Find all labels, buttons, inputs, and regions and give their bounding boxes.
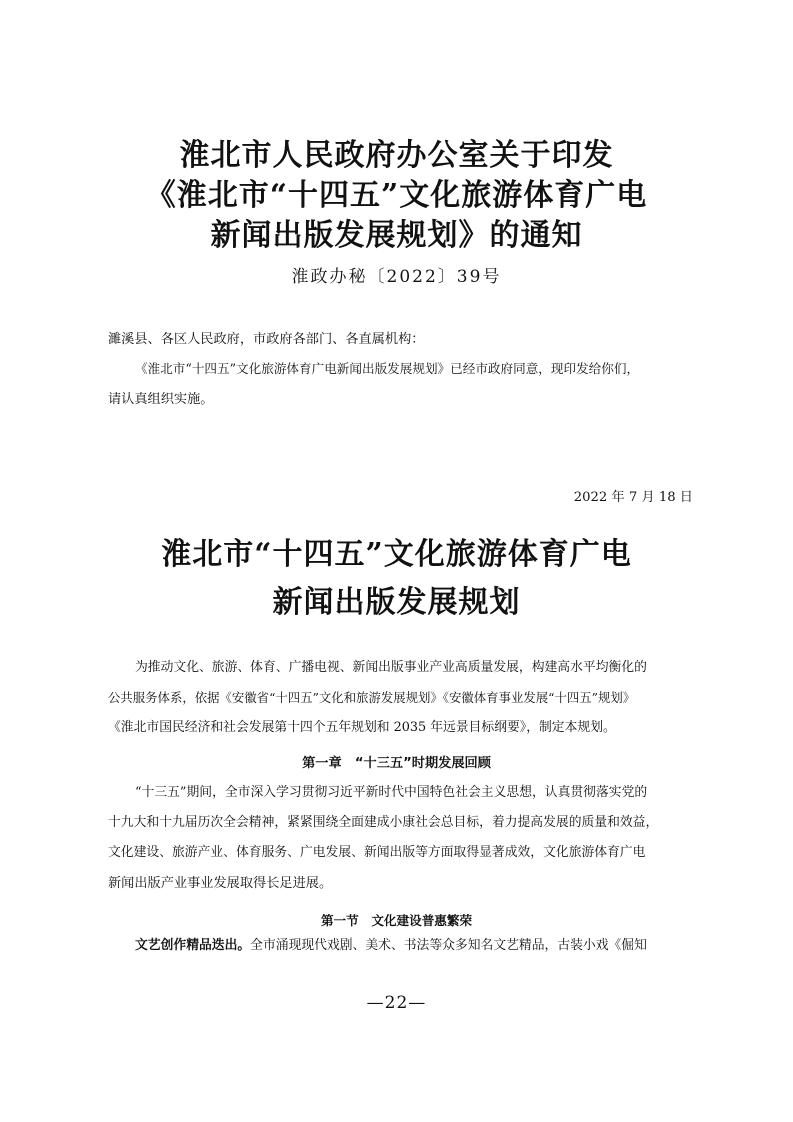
intro-line-2: 公共服务体系，依据《安徽省“十四五”文化和旅游发展规划》《安徽体育事业发展“十四五”规划》	[108, 690, 636, 705]
intro-line-1: 为推动文化、旅游、体育、广播电视、新闻出版事业产业高质量发展，构建高水平均衡化的	[135, 660, 647, 675]
notice-title-line-2: 《淮北市“十四五”文化旅游体育广电	[145, 178, 648, 213]
notice-title-line-1: 淮北市人民政府办公室关于印发	[179, 138, 614, 173]
section-heading: 第一节 文化建设普惠繁荣	[320, 913, 473, 928]
page-number: —22—	[366, 993, 427, 1013]
notice-body-line-1: 《淮北市“十四五”文化旅游体育广电新闻出版发展规划》已经市政府同意，现印发给你们，	[135, 361, 640, 376]
notice-body-line-2: 请认真组织实施。	[108, 392, 214, 407]
chapter-heading: 第一章 “十三五”时期发展回顾	[302, 756, 491, 771]
arts-paragraph-lead: 文艺创作精品迭出。	[135, 938, 251, 953]
notice-date: 2022 年 7 月 18 日	[573, 490, 693, 505]
plan-title-line-2: 新闻出版发展规划	[272, 585, 521, 620]
notice-title-line-3: 新闻出版发展规划》的通知	[210, 218, 583, 253]
review-line-1: “十三五”期间，全市深入学习贯彻习近平新时代中国特色社会主义思想，认真贯彻落实党的	[135, 785, 648, 800]
review-line-4: 新闻出版产业事业发展取得长足进展。	[108, 876, 333, 891]
arts-paragraph-text: 全市涌现现代戏剧、美术、书法等众多知名文艺精品，古装小戏《倔知	[250, 938, 647, 953]
intro-line-3: 《淮北市国民经济和社会发展第十四个五年规划和 2035 年远景目标纲要》，制定本规划。	[108, 720, 616, 735]
review-line-3: 文化建设、旅游产业、体育服务、广电发展、新闻出版等方面取得显著成效，文化旅游体育广电	[108, 845, 646, 860]
review-line-2: 十九大和十九届历次全会精神，紧紧围绕全面建成小康社会总目标，着力提高发展的质量和效益，	[108, 815, 659, 830]
document-number: 淮政办秘〔2022〕39号	[291, 267, 502, 287]
plan-title-line-1: 淮北市“十四五”文化旅游体育广电	[161, 537, 632, 572]
arts-paragraph	[135, 940, 686, 953]
addressee: 濉溪县、各区人民政府，市政府各部门、各直属机构：	[108, 332, 425, 347]
